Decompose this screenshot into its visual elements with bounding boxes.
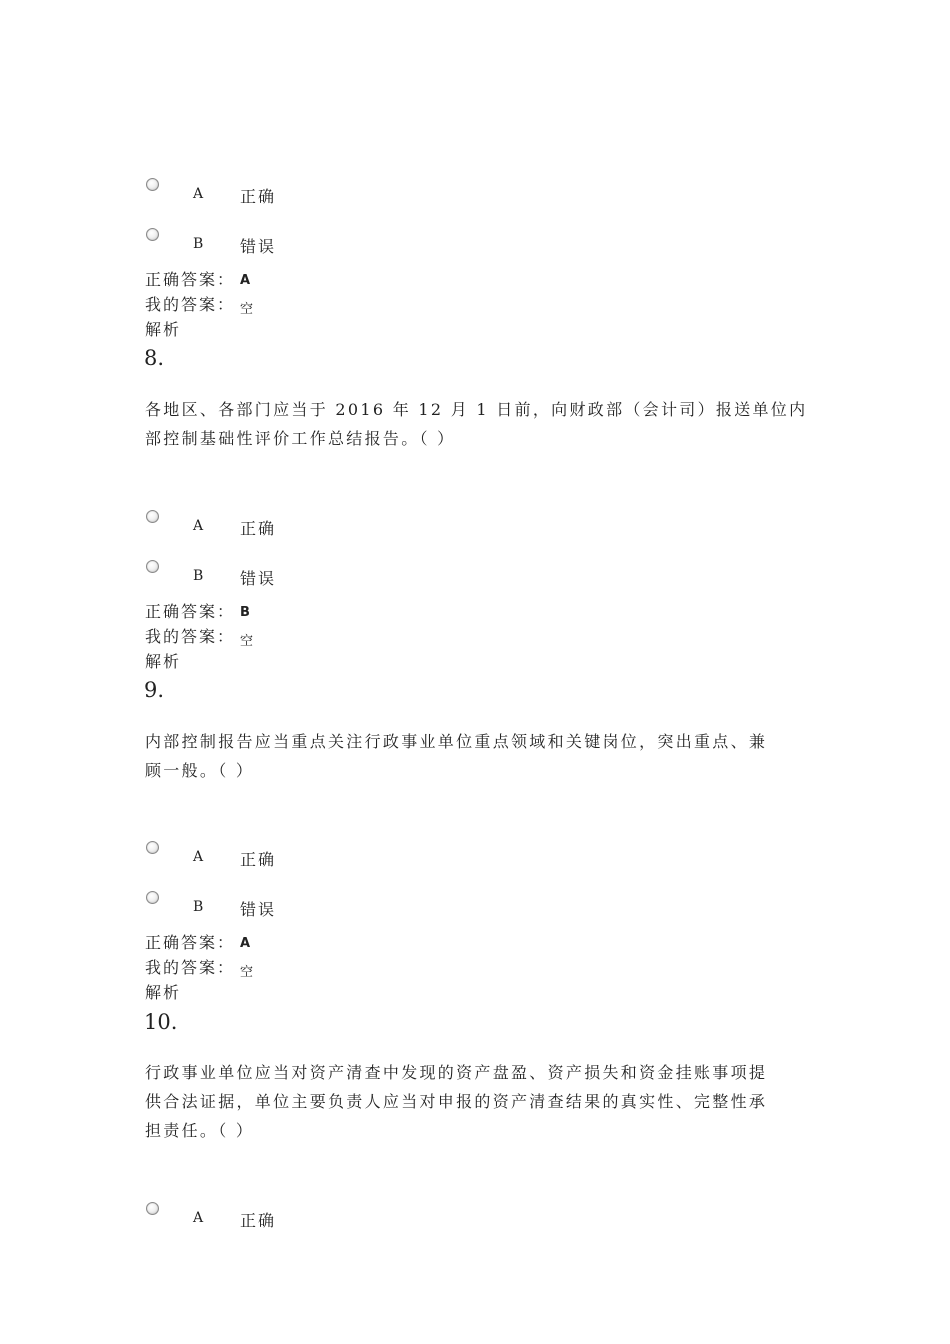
- correct-answer-value: B: [240, 605, 250, 620]
- radio-q9-b[interactable]: [146, 891, 159, 904]
- correct-answer-value: A: [240, 936, 251, 951]
- my-answer-label: 我的答案：: [145, 958, 236, 977]
- correct-answer-value: A: [240, 273, 251, 288]
- option-letter: B: [193, 899, 204, 915]
- option-letter: A: [193, 1210, 204, 1226]
- radio-q8-a[interactable]: [146, 510, 159, 523]
- analysis-link[interactable]: 解析: [145, 652, 182, 671]
- question-text-line: 内部控制报告应当重点关注行政事业单位重点领域和关键岗位，突出重点、兼: [145, 732, 768, 751]
- radio-q7-b[interactable]: [146, 228, 159, 241]
- option-letter: A: [193, 518, 204, 534]
- option-text: 错误: [240, 237, 277, 256]
- question-text-line: 供合法证据，单位主要负责人应当对申报的资产清查结果的真实性、完整性承: [145, 1092, 768, 1111]
- radio-q8-b[interactable]: [146, 560, 159, 573]
- question-text-line: 部控制基础性评价工作总结报告。（ ）: [145, 429, 456, 448]
- option-letter: B: [193, 236, 204, 252]
- question-number: 9.: [144, 678, 165, 702]
- question-text-line: 担责任。（ ）: [145, 1121, 255, 1140]
- correct-answer-label: 正确答案：: [145, 602, 236, 621]
- correct-answer-label: 正确答案：: [145, 933, 236, 952]
- option-text: 错误: [240, 569, 277, 588]
- my-answer-value: 空: [240, 965, 254, 980]
- my-answer-label: 我的答案：: [145, 295, 236, 314]
- option-text: 正确: [240, 519, 277, 538]
- option-letter: A: [193, 186, 204, 202]
- question-number: 10.: [144, 1010, 178, 1034]
- option-letter: A: [193, 849, 204, 865]
- option-text: 错误: [240, 900, 277, 919]
- question-text-line: 顾一般。（ ）: [145, 761, 255, 780]
- question-number: 8.: [144, 346, 165, 370]
- radio-q9-a[interactable]: [146, 841, 159, 854]
- my-answer-label: 我的答案：: [145, 627, 236, 646]
- radio-q7-a[interactable]: [146, 178, 159, 191]
- option-text: 正确: [240, 850, 277, 869]
- my-answer-value: 空: [240, 634, 254, 649]
- question-text-line: 行政事业单位应当对资产清查中发现的资产盘盈、资产损失和资金挂账事项提: [145, 1063, 768, 1082]
- correct-answer-label: 正确答案：: [145, 270, 236, 289]
- option-letter: B: [193, 568, 204, 584]
- analysis-link[interactable]: 解析: [145, 983, 182, 1002]
- option-text: 正确: [240, 1211, 277, 1230]
- radio-q10-a[interactable]: [146, 1202, 159, 1215]
- option-text: 正确: [240, 187, 277, 206]
- my-answer-value: 空: [240, 302, 254, 317]
- question-text-line: 各地区、各部门应当于 2016 年 12 月 1 日前，向财政部（会计司）报送单位内: [145, 400, 808, 419]
- analysis-link[interactable]: 解析: [145, 320, 182, 339]
